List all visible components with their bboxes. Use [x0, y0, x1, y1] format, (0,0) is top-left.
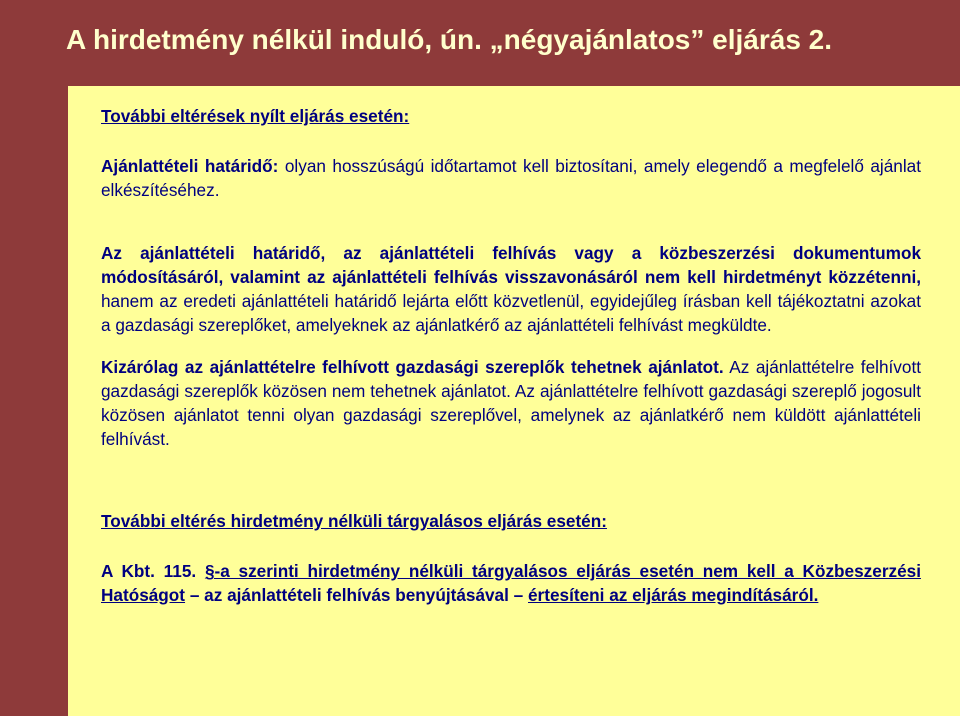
section2-part-a: A Kbt. 115.: [101, 561, 205, 581]
section1-heading-text: További eltérések nyílt eljárás esetén:: [101, 106, 410, 126]
slide-header: [0, 0, 960, 86]
section1-heading: [101, 104, 921, 128]
section2-part-b: §-a szerinti hirdetmény nélküli tárgyalásos eljárás esetén nem kell a Közbeszerzési Hatóságot: [101, 561, 921, 605]
section2-heading: [101, 509, 921, 533]
section1-paragraph-exclusive: [101, 355, 921, 451]
exclusive-bold: Kizárólag az ajánlattételre felhívott gazdasági szereplők tehetnek ajánlatot.: [101, 357, 724, 377]
section2-part-c: – az ajánlattételi felhívás benyújtásával –: [185, 585, 528, 605]
section2-paragraph: [101, 559, 921, 607]
slide-content: [101, 104, 921, 607]
deadline-text: olyan hosszúságú időtartamot kell biztosítani, amely elegendő a megfelelő ajánlat elkészítéséhez.: [101, 156, 922, 200]
section2-heading-text: További eltérés hirdetmény nélküli tárgyalásos eljárás esetén:: [101, 511, 607, 531]
modification-text: hanem az eredeti ajánlattételi határidő lejárta előtt közvetlenül, egyidejűleg írásban kell tájékoztatni azokat a gazdasági szereplőket, amelyeknek az ajánlatkérő az ajánlattételi felhívást megküldte.: [101, 291, 921, 335]
section1-paragraph-deadline: [101, 154, 921, 202]
modification-bold: Az ajánlattételi határidő, az ajánlattételi felhívás vagy a közbeszerzési dokumentumok módosításáról, valamint az ajánlattételi felhívás visszavonásáról nem kell hirdetményt közzétenni,: [101, 243, 921, 287]
slide-title: A hirdetmény nélkül induló, ún. „négyajánlatos” eljárás 2.: [66, 24, 833, 55]
deadline-label: Ajánlattételi határidő:: [101, 156, 279, 176]
exclusive-text: Az ajánlattételre felhívott gazdasági szereplők közösen nem tehetnek ajánlatot. Az ajánlattételre felhívott gazdasági szereplő jogosult közösen ajánlatot tenni olyan gazdasági szereplővel, amelynek az ajánlatkérő nem küldött ajánlattételi felhívást.: [101, 357, 921, 449]
section2-part-d: értesíteni az eljárás megindításáról.: [528, 585, 819, 605]
section1-paragraph-modification: [101, 241, 921, 337]
